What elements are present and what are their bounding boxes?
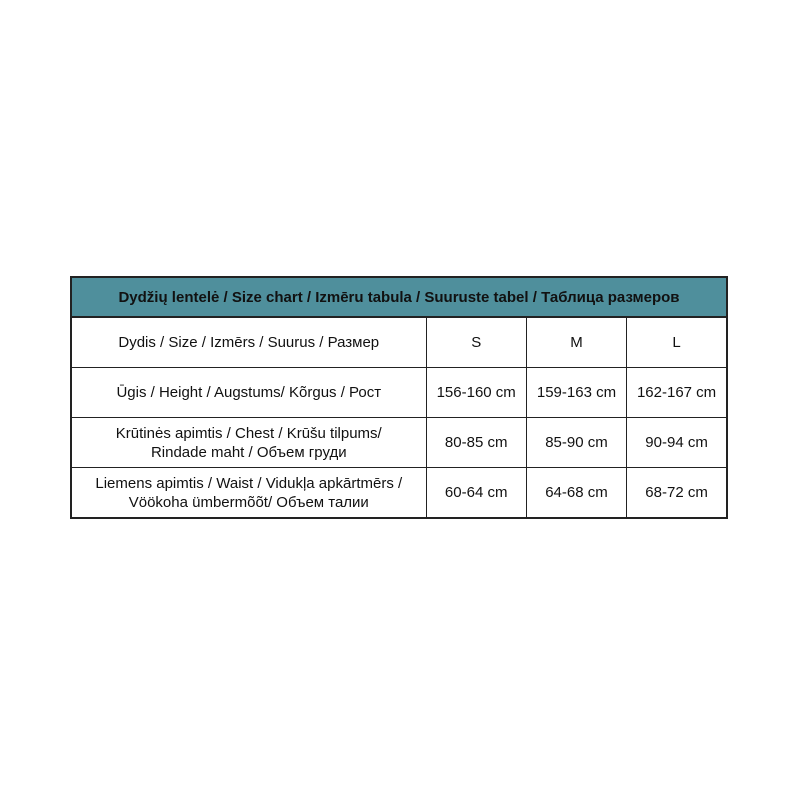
height-m-cell: 159-163 cm: [526, 368, 626, 418]
waist-m-cell: 64-68 cm: [526, 468, 626, 519]
row-label-line: Rindade maht / Объем груди: [150, 443, 347, 461]
waist-l-cell: 68-72 cm: [627, 468, 727, 519]
table-row-waist: [71, 468, 727, 519]
table-row-chest: [71, 418, 727, 468]
waist-s-cell: 60-64 cm: [426, 468, 526, 519]
row-label-line: Vöökoha ümbermõõt/ Объем талии: [128, 493, 369, 511]
row-label: [71, 317, 426, 368]
row-label-line: Liemens apimtis / Waist / Vidukļa apkārtmērs /: [95, 474, 403, 492]
table-row-size: [71, 317, 727, 368]
row-label-line: Krūtinės apimtis / Chest / Krūšu tilpums/: [115, 424, 382, 442]
table-row-height: [71, 368, 727, 418]
table-title-row: [71, 277, 727, 317]
size-l-cell: L: [627, 317, 727, 368]
row-label-line: Dydis / Size / Izmērs / Suurus / Размер: [118, 334, 380, 351]
size-m-cell: M: [526, 317, 626, 368]
height-s-cell: 156-160 cm: [426, 368, 526, 418]
table-title: Dydžių lentelė / Size chart / Izmēru tabula / Suuruste tabel / Таблица размеров: [71, 277, 727, 317]
chest-s-cell: 80-85 cm: [426, 418, 526, 468]
size-chart-table: [70, 276, 728, 519]
size-s-cell: S: [426, 317, 526, 368]
chest-m-cell: 85-90 cm: [526, 418, 626, 468]
chest-l-cell: 90-94 cm: [627, 418, 727, 468]
row-label: [71, 418, 426, 468]
row-label-line: Ūgis / Height / Augstums/ Kõrgus / Рост: [116, 384, 382, 401]
row-label: [71, 468, 426, 519]
row-label: [71, 368, 426, 418]
height-l-cell: 162-167 cm: [627, 368, 727, 418]
